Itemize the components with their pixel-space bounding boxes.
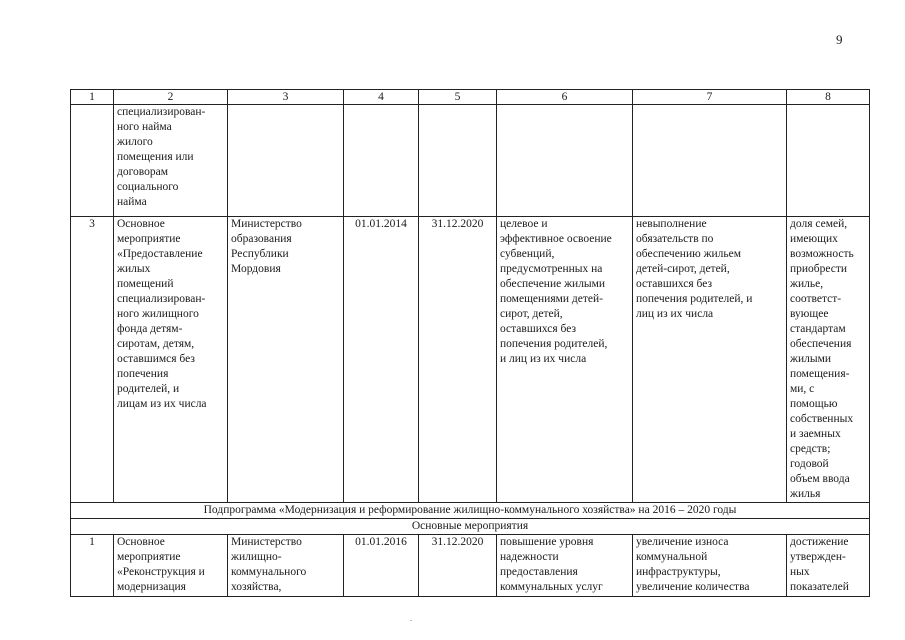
expected-result-cell: повышение уровня надежности предоставления коммунальных услуг: [497, 535, 633, 597]
row-number-cell: 1: [71, 535, 114, 597]
indicator-cell: доля семей, имеющих возможность приобрести жилье, соответст- вующее стандартам обеспечения жилыми помещения- ми, с помощью собственных и заемных средств; годовой объем ввода жилья: [787, 217, 870, 503]
column-number-row: [71, 90, 870, 105]
column-number-cell: 8: [787, 90, 870, 105]
table-row-3: [71, 217, 870, 503]
measure-name-cell: Основное мероприятие «Предоставление жилых помещений специализирован- ного жилищного фонда детям- сиротам, детям, оставшимся без попечения родителей, и лицам из их числа: [114, 217, 228, 503]
start-date-cell: 01.01.2014: [344, 217, 419, 503]
measure-name-cell: Основное мероприятие «Реконструкция и модернизация: [114, 535, 228, 597]
row-number-cell: 3: [71, 217, 114, 503]
measures-table: [70, 89, 870, 597]
column-number-cell: 1: [71, 90, 114, 105]
section-row: [71, 519, 870, 535]
subprogram-row: [71, 503, 870, 519]
column-number-cell: 6: [497, 90, 633, 105]
table-row-1: [71, 535, 870, 597]
start-date-cell: 01.01.2016: [344, 535, 419, 597]
consequences-cell: увеличение износа коммунальной инфраструктуры, увеличение количества: [633, 535, 787, 597]
measure-name-cell: специализирован- ного найма жилого помещения или договорам социального найма: [114, 105, 228, 217]
scan-speck: [410, 620, 412, 621]
column-number-cell: 7: [633, 90, 787, 105]
table-row-continuation: [71, 105, 870, 217]
executor-cell: Министерство образования Республики Мордовия: [228, 217, 344, 503]
column-number-cell: 2: [114, 90, 228, 105]
column-number-cell: 4: [344, 90, 419, 105]
executor-cell: Министерство жилищно- коммунального хозяйства,: [228, 535, 344, 597]
column-number-cell: 5: [419, 90, 497, 105]
end-date-cell: 31.12.2020: [419, 535, 497, 597]
end-date-cell: 31.12.2020: [419, 217, 497, 503]
page-number: 9: [836, 32, 843, 47]
column-number-cell: 3: [228, 90, 344, 105]
subprogram-title: Подпрограмма «Модернизация и реформирование жилищно-коммунального хозяйства» на 2016 – 2020 годы: [71, 503, 870, 519]
consequences-cell: невыполнение обязательств по обеспечению жильем детей-сирот, детей, оставшихся без попечения родителей, и лиц из их числа: [633, 217, 787, 503]
section-title: Основные мероприятия: [71, 519, 870, 535]
indicator-cell: достижение утвержден- ных показателей: [787, 535, 870, 597]
expected-result-cell: целевое и эффективное освоение субвенций, предусмотренных на обеспечение жилыми помещениями детей- сирот, детей, оставшихся без попечения родителей, и лиц из их числа: [497, 217, 633, 503]
